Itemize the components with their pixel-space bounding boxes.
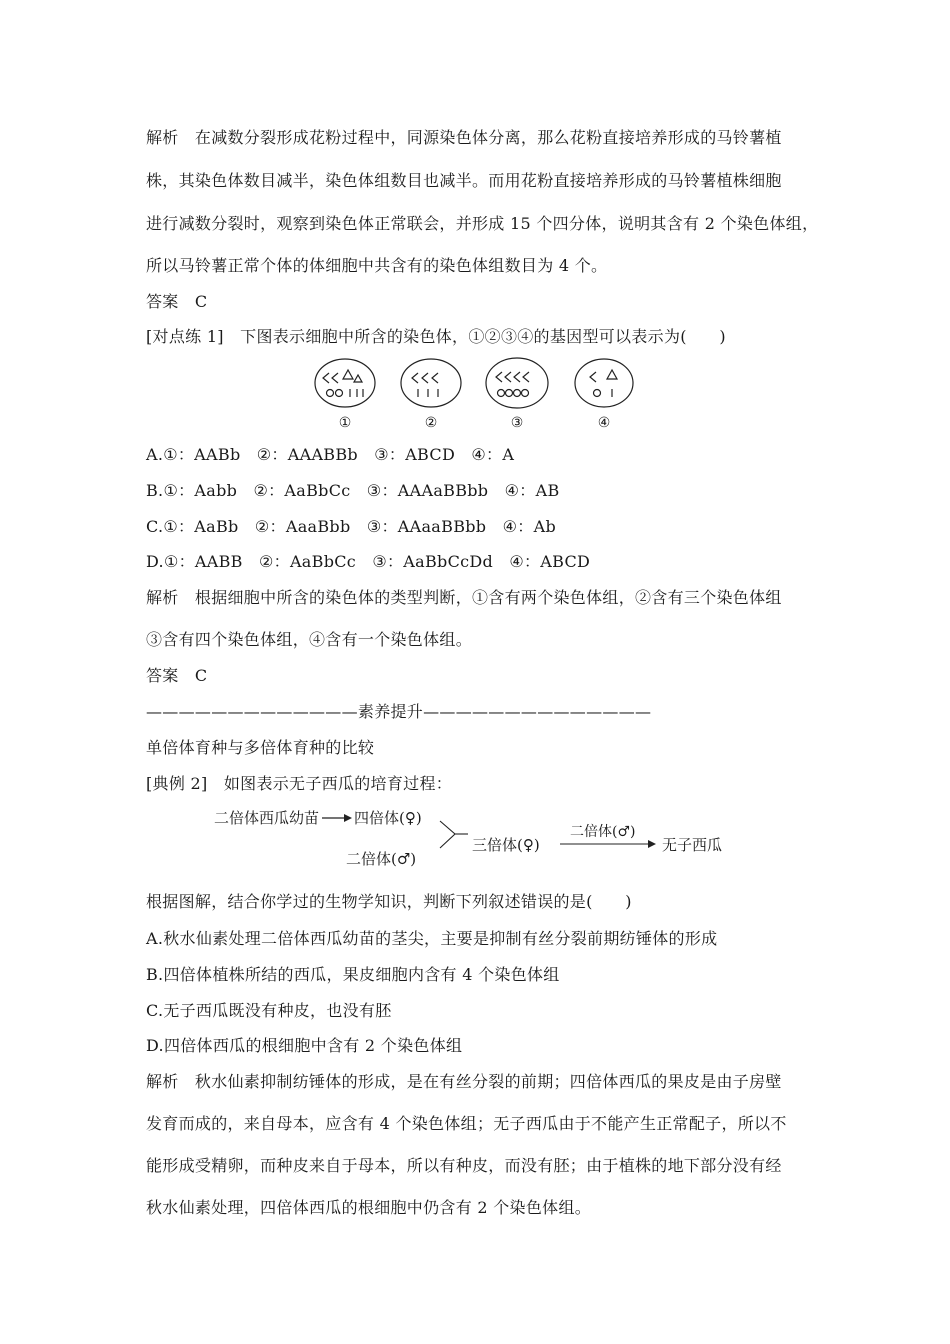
q2-option-a: A.秋水仙素处理二倍体西瓜幼苗的茎尖，主要是抑制有丝分裂前期纺锤体的形成 (146, 929, 718, 948)
analysis-line-2: 株，其染色体数目减半，染色体组数目也减半。而用花粉直接培养形成的马铃薯植株细胞 (146, 171, 782, 190)
analysis-3-line-1: 解析 秋水仙素抑制纺锤体的形成，是在有丝分裂的前期；四倍体西瓜的果皮是由子房壁 (146, 1072, 782, 1091)
cell-label-2: ② (424, 415, 438, 431)
analysis-line-3: 进行减数分裂时，观察到染色体正常联会，并形成 15 个四分体，说明其含有 2 个染色体组， (146, 214, 819, 233)
analysis-3-line-2: 发育而成的，来自母本，应含有 4 个染色体组；无子西瓜由于不能产生正常配子，所以不 (146, 1114, 787, 1133)
cell-3 (486, 358, 548, 408)
q2-option-b: B.四倍体植株所结的西瓜，果皮细胞内含有 4 个染色体组 (146, 965, 560, 984)
option-d: D.①：AABB ②：AaBbCc ③：AaBbCcDd ④：ABCD (146, 552, 591, 571)
section-title: 单倍体育种与多倍体育种的比较 (146, 738, 375, 757)
arrow-label-diploid-male: 二倍体(♂) (570, 824, 636, 840)
cell-1 (315, 359, 375, 407)
analysis-3-line-3: 能形成受精卵，而种皮来自于母本，所以有种皮，而没有胚；由于植株的地下部分没有经 (146, 1156, 782, 1175)
q2-option-d: D.四倍体西瓜的根细胞中含有 2 个染色体组 (146, 1036, 463, 1055)
question-stem: 根据图解，结合你学过的生物学知识，判断下列叙述错误的是( ) (146, 892, 632, 911)
answer-1: 答案 C (146, 292, 208, 311)
triploid-female: 三倍体(♀) (472, 836, 540, 854)
analysis-3-line-4: 秋水仙素处理，四倍体西瓜的根细胞中仍含有 2 个染色体组。 (146, 1198, 592, 1217)
analysis-line-4: 所以马铃薯正常个体的体细胞中共含有的染色体组数目为 4 个。 (146, 256, 608, 275)
option-c: C.①：AaBb ②：AaaBbb ③：AAaaBBbb ④：Ab (146, 517, 556, 536)
tetraploid-female: 四倍体(♀) (354, 809, 422, 827)
analysis-2-line-2: ③含有四个染色体组，④含有一个染色体组。 (146, 630, 473, 649)
cell-label-1: ① (338, 415, 352, 431)
option-a: A.①：AABb ②：AAABBb ③：ABCD ④：A (146, 445, 515, 464)
cell-label-3: ③ (510, 415, 524, 431)
answer-2: 答案 C (146, 666, 208, 685)
chromosome-cells-figure (300, 355, 660, 433)
example-question: [典例 2] 如图表示无子西瓜的培育过程： (146, 774, 453, 793)
practice-question: [对点练 1] 下图表示细胞中所含的染色体，①②③④的基因型可以表示为( ) (146, 327, 726, 346)
q2-option-c: C.无子西瓜既没有种皮，也没有胚 (146, 1001, 392, 1020)
cell-label-4: ④ (597, 415, 611, 431)
diploid-male: 二倍体(♂) (346, 850, 417, 868)
analysis-line-1: 解析 在减数分裂形成花粉过程中，同源染色体分离，那么花粉直接培养形成的马铃薯植 (146, 128, 782, 147)
seedless-watermelon-scheme (210, 803, 750, 873)
cell-2 (401, 359, 461, 407)
analysis-2-line-1: 解析 根据细胞中所含的染色体的类型判断，①含有两个染色体组，②含有三个染色体组 (146, 588, 782, 607)
diploid-seedling: 二倍体西瓜幼苗 (214, 809, 320, 827)
cell-4 (575, 359, 633, 407)
option-b: B.①：Aabb ②：AaBbCc ③：AAAaBBbb ④：AB (146, 481, 560, 500)
section-divider: —————————————素养提升—————————————— (146, 702, 652, 721)
seedless-watermelon: 无子西瓜 (662, 836, 723, 854)
